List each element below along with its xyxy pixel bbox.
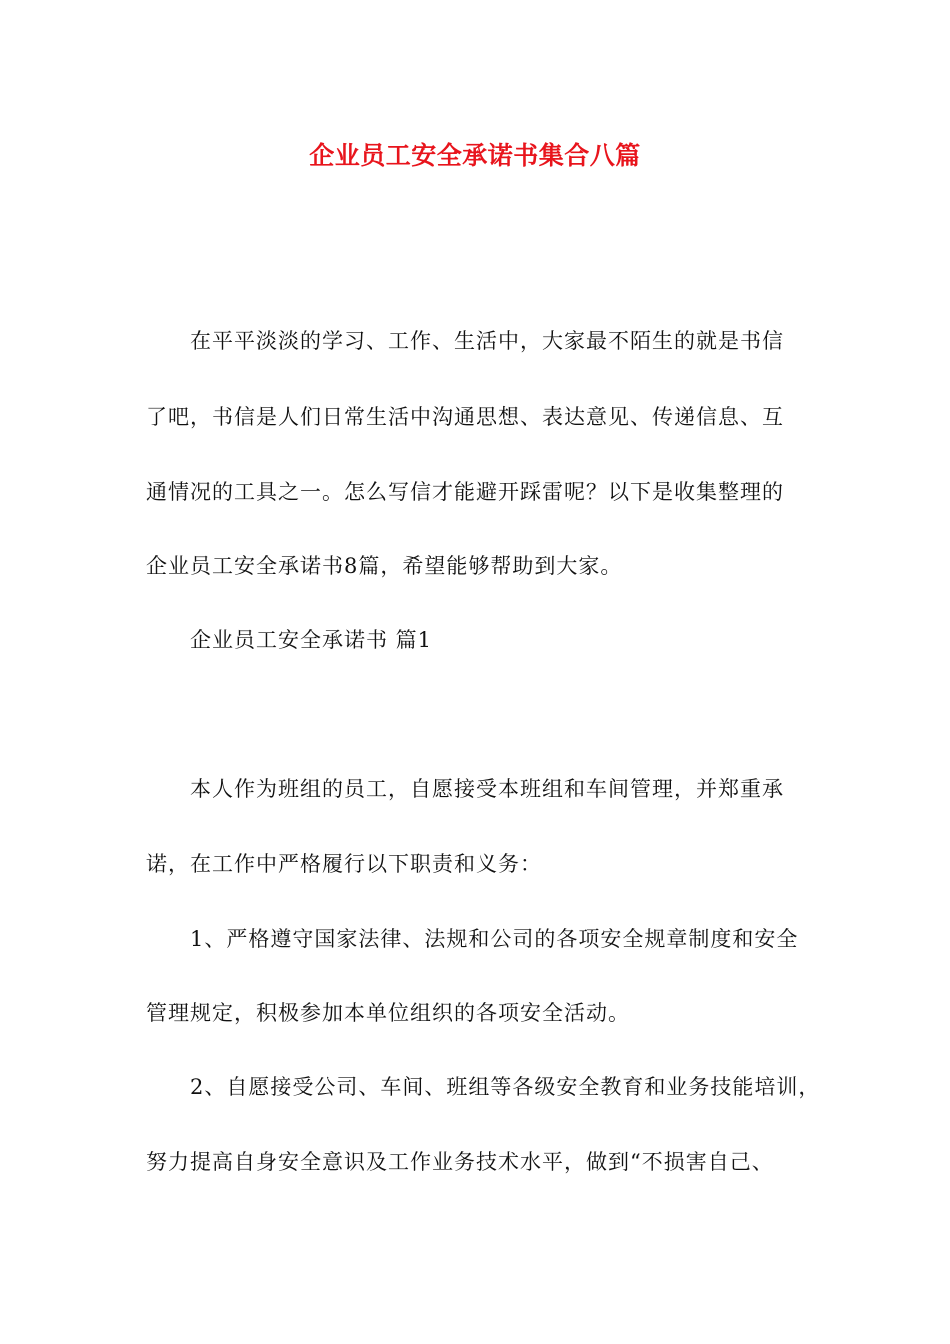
paragraph-line: 通情况的工具之一。怎么写信才能避开踩雷呢？以下是收集整理的 (146, 480, 784, 504)
list-item-line: 管理规定，积极参加本单位组织的各项安全活动。 (146, 1001, 630, 1025)
list-item-line: 努力提高自身安全意识及工作业务技术水平，做到“不损害自己、 (146, 1150, 774, 1174)
paragraph-line: 企业员工安全承诺书8篇，希望能够帮助到大家。 (146, 554, 623, 578)
paragraph-line: 诺，在工作中严格履行以下职责和义务： (146, 852, 542, 876)
paragraph-line: 在平平淡淡的学习、工作、生活中，大家最不陌生的就是书信 (190, 329, 784, 353)
list-item-line: 1、严格遵守国家法律、法规和公司的各项安全规章制度和安全 (190, 927, 799, 951)
paragraph-line: 了吧，书信是人们日常生活中沟通思想、表达意见、传递信息、互 (146, 405, 784, 429)
paragraph-line: 本人作为班组的员工，自愿接受本班组和车间管理，并郑重承 (190, 777, 784, 801)
section-heading: 企业员工安全承诺书 篇1 (190, 628, 433, 652)
document-title: 企业员工安全承诺书集合八篇 (309, 141, 641, 170)
list-item-line: 2、自愿接受公司、车间、班组等各级安全教育和业务技能培训， (190, 1075, 821, 1099)
